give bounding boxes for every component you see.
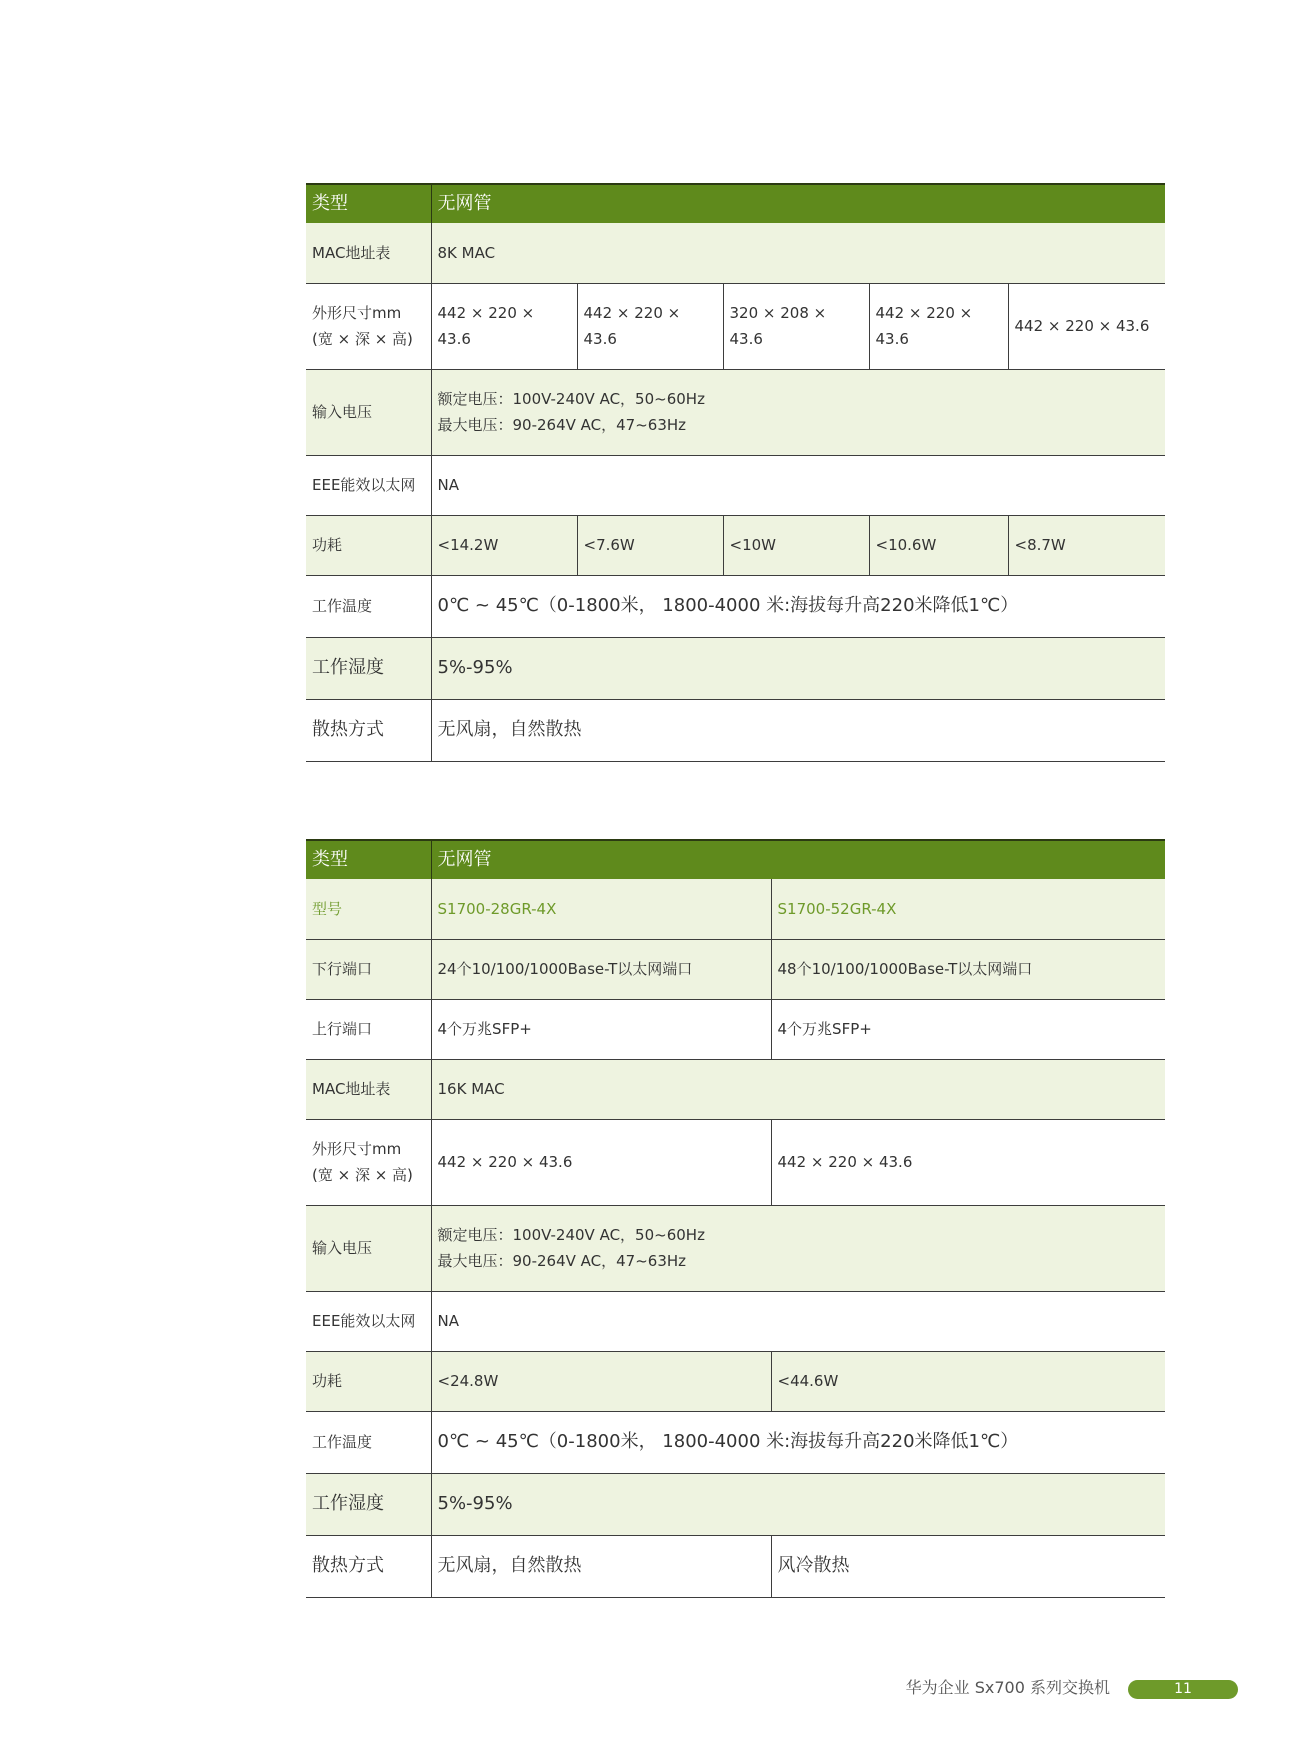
model-cell: S1700-52GR-4X	[771, 879, 1165, 939]
row-label: 输入电压	[306, 369, 431, 455]
dimensions-label-line1: 外形尺寸mm	[312, 1140, 402, 1158]
power-cell: <24.8W	[431, 1351, 771, 1411]
dimension-cell: 442 × 220 × 43.6	[869, 283, 1008, 369]
row-value: 无风扇，自然散热	[431, 699, 1165, 761]
downlink-cell: 48个10/100/1000Base-T以太网端口	[771, 939, 1165, 999]
dimension-cell: 442 × 220 × 43.6	[577, 283, 723, 369]
row-label	[306, 283, 431, 369]
power-cell: <44.6W	[771, 1351, 1165, 1411]
row-cooling	[306, 699, 1165, 761]
row-temperature	[306, 1411, 1165, 1473]
row-power	[306, 1351, 1165, 1411]
row-dimensions	[306, 1119, 1165, 1205]
uplink-cell: 4个万兆SFP+	[431, 999, 771, 1059]
row-label	[306, 1119, 431, 1205]
cooling-cell: 风冷散热	[771, 1535, 1165, 1597]
row-label: 散热方式	[306, 699, 431, 761]
row-humidity	[306, 1473, 1165, 1535]
dimension-cell: 442 × 220 × 43.6	[771, 1119, 1165, 1205]
row-label: 功耗	[306, 1351, 431, 1411]
row-power	[306, 515, 1165, 575]
power-cell: <10W	[723, 515, 869, 575]
row-label: EEE能效以太网	[306, 455, 431, 515]
row-label: 下行端口	[306, 939, 431, 999]
row-label: 工作温度	[306, 575, 431, 637]
header-type-label: 类型	[306, 840, 431, 879]
power-cell: <10.6W	[869, 515, 1008, 575]
row-mac-table	[306, 223, 1165, 283]
rated-voltage: 额定电压：100V-240V AC，50~60Hz	[437, 1226, 705, 1244]
row-label: EEE能效以太网	[306, 1291, 431, 1351]
row-label: 工作湿度	[306, 1473, 431, 1535]
row-label: 功耗	[306, 515, 431, 575]
row-input-voltage	[306, 369, 1165, 455]
header-type-label: 类型	[306, 184, 431, 223]
row-dimensions	[306, 283, 1165, 369]
row-cooling	[306, 1535, 1165, 1597]
dimensions-label-line1: 外形尺寸mm	[312, 304, 402, 322]
row-temperature	[306, 575, 1165, 637]
table-header-row	[306, 840, 1165, 879]
dimension-cell: 442 × 220 × 43.6	[1008, 283, 1165, 369]
row-eee	[306, 455, 1165, 515]
row-model	[306, 879, 1165, 939]
row-label: 工作湿度	[306, 637, 431, 699]
max-voltage: 最大电压：90-264V AC，47~63Hz	[437, 416, 687, 434]
row-label: 型号	[306, 879, 431, 939]
rated-voltage: 额定电压：100V-240V AC，50~60Hz	[437, 390, 705, 408]
row-value: 5%-95%	[431, 637, 1165, 699]
dimensions-label-line2: (宽 × 深 × 高)	[312, 1166, 413, 1184]
header-type-value: 无网管	[431, 840, 1165, 879]
row-input-voltage	[306, 1205, 1165, 1291]
row-value: NA	[431, 1291, 1165, 1351]
row-value: 8K MAC	[431, 223, 1165, 283]
row-value: 16K MAC	[431, 1059, 1165, 1119]
row-downlink	[306, 939, 1165, 999]
row-value: 5%-95%	[431, 1473, 1165, 1535]
dimension-cell: 320 × 208 × 43.6	[723, 283, 869, 369]
row-label: 上行端口	[306, 999, 431, 1059]
page-number: 11	[1128, 1680, 1238, 1699]
row-value	[431, 1205, 1165, 1291]
row-label: 工作温度	[306, 1411, 431, 1473]
table-header-row	[306, 184, 1165, 223]
max-voltage: 最大电压：90-264V AC，47~63Hz	[437, 1252, 687, 1270]
row-label: 输入电压	[306, 1205, 431, 1291]
uplink-cell: 4个万兆SFP+	[771, 999, 1165, 1059]
dimension-cell: 442 × 220 × 43.6	[431, 283, 577, 369]
row-humidity	[306, 637, 1165, 699]
row-value: NA	[431, 455, 1165, 515]
power-cell: <14.2W	[431, 515, 577, 575]
header-type-value: 无网管	[431, 184, 1165, 223]
row-eee	[306, 1291, 1165, 1351]
row-value	[431, 369, 1165, 455]
downlink-cell: 24个10/100/1000Base-T以太网端口	[431, 939, 771, 999]
row-value: 0℃ ~ 45℃（0-1800米， 1800-4000 米:海拔每升高220米降低1℃）	[431, 1411, 1165, 1473]
power-cell: <7.6W	[577, 515, 723, 575]
row-label: 散热方式	[306, 1535, 431, 1597]
model-cell: S1700-28GR-4X	[431, 879, 771, 939]
row-mac-table	[306, 1059, 1165, 1119]
power-cell: <8.7W	[1008, 515, 1165, 575]
dimensions-label-line2: (宽 × 深 × 高)	[312, 330, 413, 348]
row-label: MAC地址表	[306, 1059, 431, 1119]
cooling-cell: 无风扇，自然散热	[431, 1535, 771, 1597]
row-uplink	[306, 999, 1165, 1059]
spec-table-1	[306, 183, 1165, 762]
row-label: MAC地址表	[306, 223, 431, 283]
row-value: 0℃ ~ 45℃（0-1800米， 1800-4000 米:海拔每升高220米降低1℃）	[431, 575, 1165, 637]
spec-table-2	[306, 839, 1165, 1598]
dimension-cell: 442 × 220 × 43.6	[431, 1119, 771, 1205]
footer-title: 华为企业 Sx700 系列交换机	[905, 1678, 1110, 1697]
